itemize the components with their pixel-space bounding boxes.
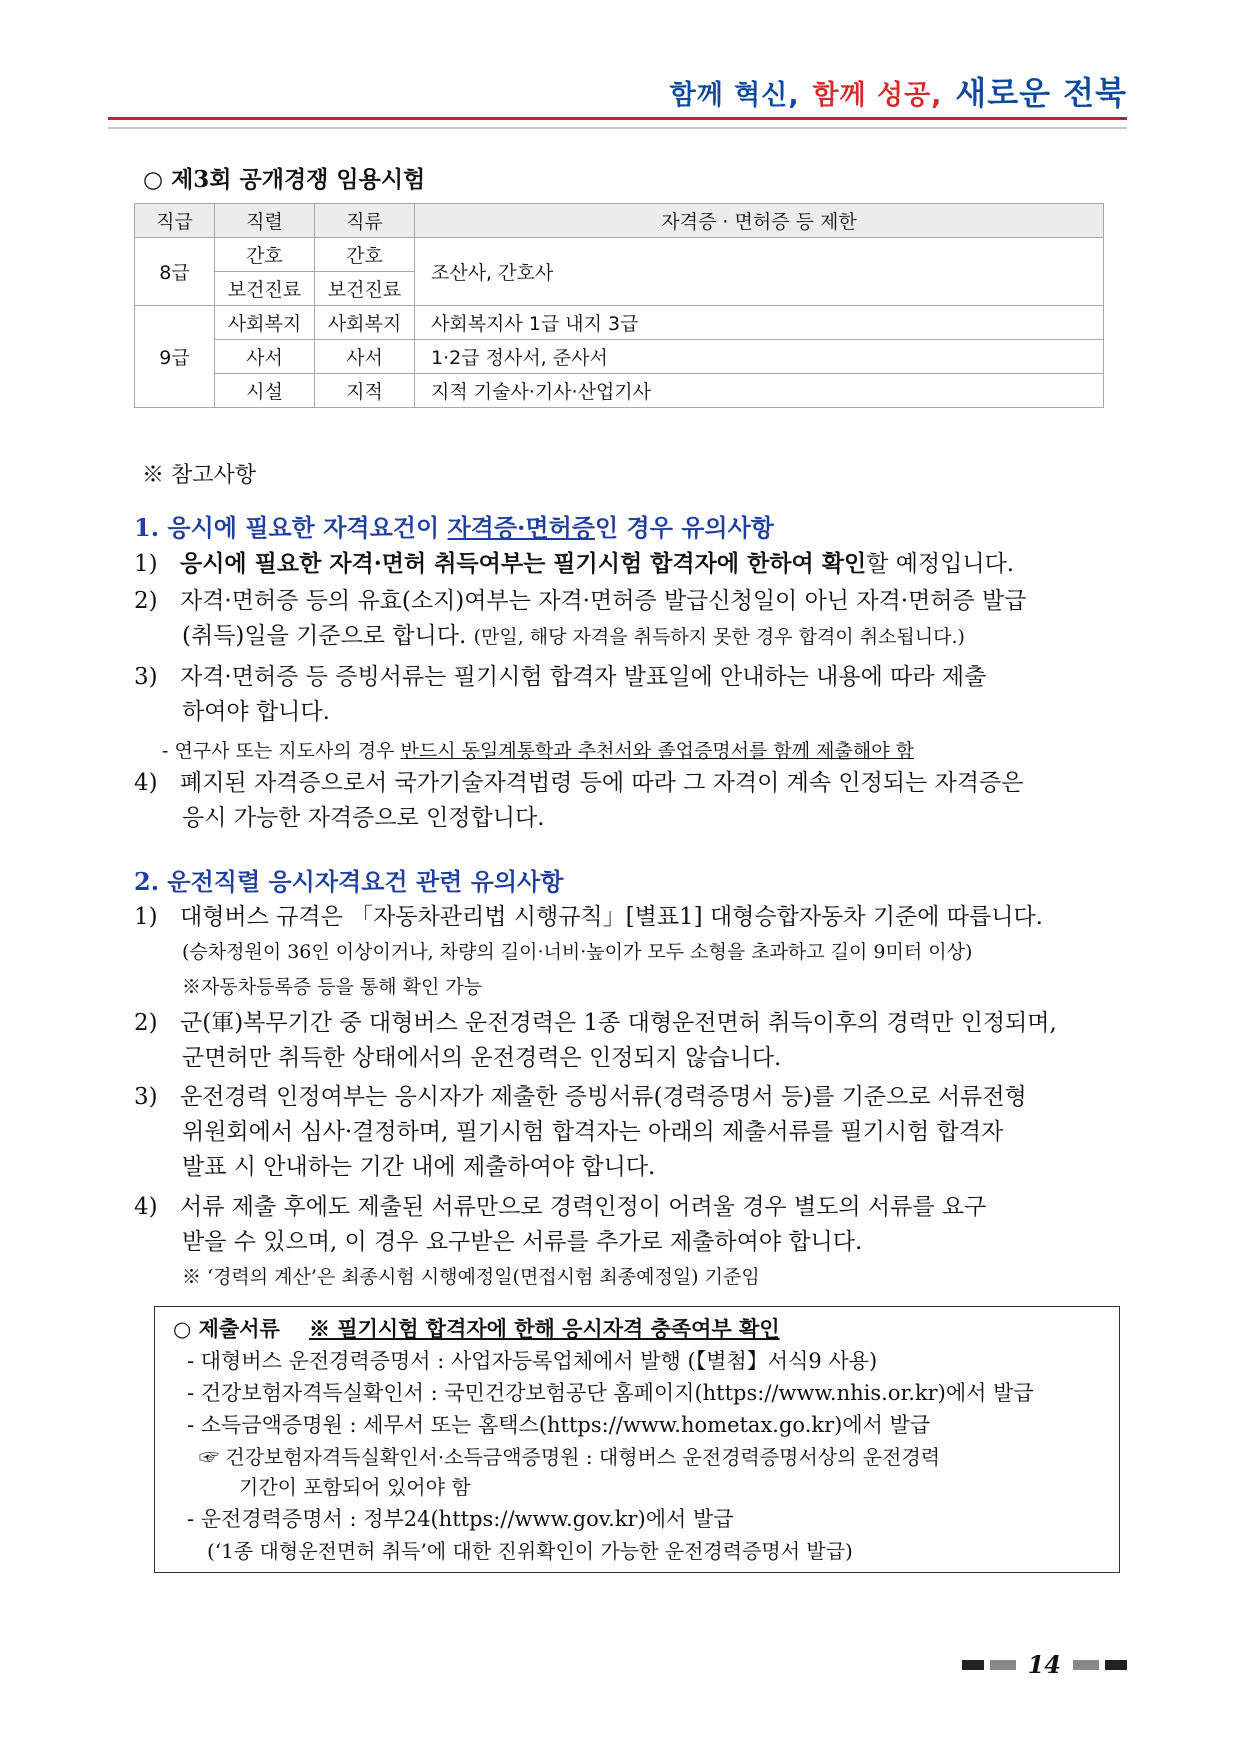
part2-heading: 2. 운전직렬 응시자격요건 관련 유의사항 xyxy=(134,867,564,896)
slogan-part1: 함께 혁신, xyxy=(669,80,800,111)
page-number: 14 xyxy=(1027,1650,1061,1679)
part1-item-3 xyxy=(134,660,1124,730)
item-text: (취득)일을 기준으로 합니다. xyxy=(182,623,467,649)
box-title-note: ※ 필기시험 합격자에 한해 응시자격 충족여부 확인 xyxy=(309,1316,780,1341)
item-text: 군(軍)복무기간 중 대형버스 운전경력은 1종 대형운전면허 취득이후의 경력만 인정되며, xyxy=(180,1010,1057,1036)
box-item: - 건강보험자격득실확인서 : 국민건강보험공단 홈페이지(https://www.nhis.or.kr)에서 발급 xyxy=(187,1381,1034,1405)
table-header: 자격증 · 면허증 등 제한 xyxy=(415,204,1104,238)
item-text: 서류 제출 후에도 제출된 서류만으로 경력인정이 어려울 경우 별도의 서류를 요구 xyxy=(180,1194,987,1220)
table-header: 직렬 xyxy=(215,204,315,238)
note-underlined: 반드시 동일계통학과 추천서와 졸업증명서를 함께 제출해야 함 xyxy=(400,740,914,762)
item-note: ※ ‘경력의 계산’은 최종시험 시행예정일(면접시험 최종예정일) 기준임 xyxy=(182,1266,760,1288)
license-cell: 사회복지사 1급 내지 3급 xyxy=(415,306,1104,340)
section-title: ○ 제3회 공개경쟁 임용시험 xyxy=(143,166,426,193)
reference-title: ※ 참고사항 xyxy=(142,463,257,488)
table-row xyxy=(135,374,1104,408)
series-cell: 보건진료 xyxy=(215,272,315,306)
box-item: 기간이 포함되어 있어야 함 xyxy=(239,1475,471,1499)
header-slogan xyxy=(670,68,1127,114)
item-text: 응시 가능한 자격증으로 인정합니다. xyxy=(182,805,545,831)
item-text: 위원회에서 심사·결정하며, 필기시험 합격자는 아래의 제출서류를 필기시험 합격자 xyxy=(182,1119,1004,1145)
item-note: (만일, 해당 자격을 취득하지 못한 경우 합격이 취소됩니다.) xyxy=(473,626,965,648)
class-cell: 사서 xyxy=(315,340,415,374)
series-cell: 간호 xyxy=(215,238,315,272)
part1-heading-text: 1. 응시에 필요한 자격요건이 xyxy=(134,513,448,542)
header-divider-red xyxy=(108,117,1127,120)
grade-cell: 8급 xyxy=(135,238,215,306)
footer-bar-icon xyxy=(990,1660,1016,1670)
item-number: 4) xyxy=(134,770,158,796)
table-row xyxy=(135,340,1104,374)
slogan-part3: 새로운 전북 xyxy=(955,74,1127,112)
item-text: 하여야 합니다. xyxy=(182,699,330,725)
item-note: (승차정원이 36인 이상이거나, 차량의 길이·너비·높이가 모두 소형을 초과하고 길이 9미터 이상) xyxy=(182,941,973,963)
part1-item-1 xyxy=(134,546,1124,582)
class-cell: 사회복지 xyxy=(315,306,415,340)
class-cell: 간호 xyxy=(315,238,415,272)
part1-heading-text: 인 경우 유의사항 xyxy=(594,513,774,542)
footer-bar-icon xyxy=(962,1660,984,1670)
class-cell: 지적 xyxy=(315,374,415,408)
item-number: 1) xyxy=(134,904,158,930)
item-text: 대형버스 규격은 「자동차관리법 시행규칙」[별표1] 대형승합자동차 기준에 따릅니다. xyxy=(180,904,1043,930)
table-row xyxy=(135,238,1104,272)
item-number: 1) xyxy=(134,551,158,577)
submission-documents-box xyxy=(154,1306,1120,1573)
class-cell: 보건진료 xyxy=(315,272,415,306)
item-number: 3) xyxy=(134,664,158,690)
license-table xyxy=(134,203,1104,408)
license-cell: 지적 기술사·기사·산업기사 xyxy=(415,374,1104,408)
series-cell: 사서 xyxy=(215,340,315,374)
item-bold-text: 응시에 필요한 자격·면허 취득여부는 필기시험 합격자에 한하여 확인 xyxy=(180,550,867,577)
table-header: 직류 xyxy=(315,204,415,238)
footer-bar-icon xyxy=(1105,1660,1127,1670)
note-text: - 연구사 또는 지도사의 경우 xyxy=(162,740,401,762)
license-cell: 1·2급 정사서, 준사서 xyxy=(415,340,1104,374)
box-title-label: ○ 제출서류 xyxy=(173,1316,280,1341)
part2-item-3 xyxy=(134,1080,1124,1185)
table-row xyxy=(135,306,1104,340)
part1-item-2 xyxy=(134,584,1124,655)
item-text: 자격·면허증 등의 유효(소지)여부는 자격·면허증 발급신청일이 아닌 자격·면허증 발급 xyxy=(180,588,1027,614)
part1-heading-underlined: 자격증·면허증 xyxy=(447,513,595,542)
part1-item-4 xyxy=(134,766,1124,836)
part1-note xyxy=(162,734,1152,769)
box-item: ☞ 건강보험자격득실확인서·소득금액증명원 : 대형버스 운전경력증명서상의 운전경력 xyxy=(199,1445,941,1469)
item-number: 2) xyxy=(134,588,158,614)
table-header-row xyxy=(135,204,1104,238)
item-text: 할 예정입니다. xyxy=(866,551,1015,577)
item-text: 자격·면허증 등 증빙서류는 필기시험 합격자 발표일에 안내하는 내용에 따라 제출 xyxy=(180,664,987,690)
page-footer xyxy=(962,1650,1127,1679)
box-item: (‘1종 대형운전면허 취득’에 대한 진위확인이 가능한 운전경력증명서 발급) xyxy=(207,1539,853,1563)
grade-cell: 9급 xyxy=(135,306,215,408)
item-text: 발표 시 안내하는 기간 내에 제출하여야 합니다. xyxy=(182,1154,656,1180)
slogan-part2: 함께 성공, xyxy=(812,80,943,111)
item-number: 4) xyxy=(134,1194,158,1220)
footer-bar-icon xyxy=(1073,1660,1099,1670)
box-item: - 운전경력증명서 : 정부24(https://www.gov.kr)에서 발급 xyxy=(187,1507,734,1531)
series-cell: 시설 xyxy=(215,374,315,408)
part2-item-1 xyxy=(134,900,1124,1005)
series-cell: 사회복지 xyxy=(215,306,315,340)
box-item: - 대형버스 운전경력증명서 : 사업자등록업체에서 발행 (【별첨】서식9 사용) xyxy=(187,1349,878,1373)
license-cell: 조산사, 간호사 xyxy=(415,238,1104,306)
item-number: 3) xyxy=(134,1084,158,1110)
item-number: 2) xyxy=(134,1010,158,1036)
part2-item-4 xyxy=(134,1190,1124,1295)
header-divider-gray xyxy=(108,127,1127,129)
item-note: ※자동차등록증 등을 통해 확인 가능 xyxy=(182,976,483,998)
box-item: - 소득금액증명원 : 세무서 또는 홈택스(https://www.hometax.go.kr)에서 발급 xyxy=(187,1413,931,1437)
part2-item-2 xyxy=(134,1006,1124,1076)
item-text: 폐지된 자격증으로서 국가기술자격법령 등에 따라 그 자격이 계속 인정되는 자격증은 xyxy=(180,770,1024,796)
item-text: 운전경력 인정여부는 응시자가 제출한 증빙서류(경력증명서 등)를 기준으로 서류전형 xyxy=(180,1084,1027,1110)
box-title xyxy=(173,1313,780,1343)
table-header: 직급 xyxy=(135,204,215,238)
item-text: 군면허만 취득한 상태에서의 운전경력은 인정되지 않습니다. xyxy=(182,1045,782,1071)
part1-heading xyxy=(134,508,774,543)
item-text: 받을 수 있으며, 이 경우 요구받은 서류를 추가로 제출하여야 합니다. xyxy=(182,1229,863,1255)
